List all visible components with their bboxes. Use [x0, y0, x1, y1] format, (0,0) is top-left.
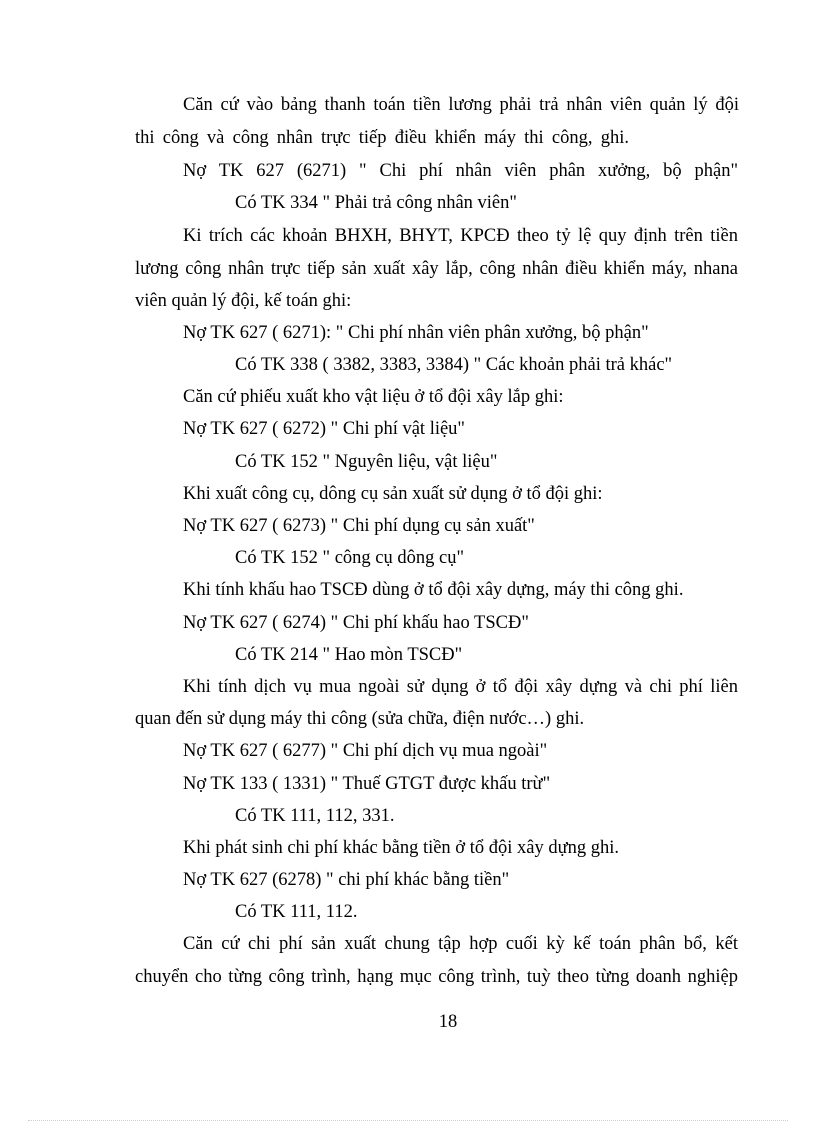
- text-line-7: viên quản lý đội, kế toán ghi:: [135, 291, 352, 311]
- text-line-12: Có TK 152 " Nguyên liệu, vật liệu": [235, 452, 498, 472]
- text-line-3: Nợ TK 627 (6271) " Chi phí nhân viên phân xưởng, bộ phận": [183, 161, 738, 181]
- text-line-10: Căn cứ phiếu xuất kho vật liệu ở tổ đội xây lắp ghi:: [183, 387, 564, 407]
- text-line-2: thi công và công nhân trực tiếp điều khiển máy thi công, ghi.: [135, 128, 629, 148]
- text-line-15: Có TK 152 " công cụ dông cụ": [235, 548, 465, 568]
- text-line-11: Nợ TK 627 ( 6272) " Chi phí vật liệu": [183, 419, 465, 439]
- text-line-1: Căn cứ vào bảng thanh toán tiền lương phải trả nhân viên quản lý đội: [183, 95, 739, 115]
- page-number: 18: [438, 1012, 458, 1032]
- text-line-28: chuyển cho từng công trình, hạng mục công trình, tuỳ theo từng doanh nghiệp: [135, 967, 738, 987]
- page-bottom-rule: [28, 1120, 788, 1121]
- text-line-20: quan đến sử dụng máy thi công (sửa chữa, điện nước…) ghi.: [135, 709, 585, 729]
- text-line-23: Có TK 111, 112, 331.: [235, 806, 395, 826]
- text-line-9: Có TK 338 ( 3382, 3383, 3384) " Các khoản phải trả khác": [235, 355, 673, 375]
- text-line-24: Khi phát sinh chi phí khác bằng tiền ở tổ đội xây dựng ghi.: [183, 838, 619, 858]
- text-line-4: Có TK 334 " Phải trả công nhân viên": [235, 193, 517, 213]
- text-line-13: Khi xuất công cụ, dông cụ sản xuất sử dụng ở tổ đội ghi:: [183, 484, 603, 504]
- text-line-21: Nợ TK 627 ( 6277) " Chi phí dịch vụ mua ngoài": [183, 741, 548, 761]
- text-line-18: Có TK 214 " Hao mòn TSCĐ": [235, 645, 463, 665]
- text-line-6: lương công nhân trực tiếp sản xuất xây lắp, công nhân điều khiển máy, nhana: [135, 259, 738, 279]
- text-line-5: Ki trích các khoản BHXH, BHYT, KPCĐ theo tỷ lệ quy định trên tiền: [183, 226, 738, 246]
- text-line-19: Khi tính dịch vụ mua ngoài sử dụng ở tổ đội xây dựng và chi phí liên: [183, 677, 738, 697]
- text-line-14: Nợ TK 627 ( 6273) " Chi phí dụng cụ sản xuất": [183, 516, 535, 536]
- text-line-25: Nợ TK 627 (6278) " chi phí khác bằng tiền": [183, 870, 510, 890]
- text-line-27: Căn cứ chi phí sản xuất chung tập hợp cuối kỳ kế toán phân bổ, kết: [183, 934, 738, 954]
- text-line-26: Có TK 111, 112.: [235, 902, 358, 922]
- text-line-17: Nợ TK 627 ( 6274) " Chi phí khấu hao TSCĐ": [183, 613, 529, 633]
- text-line-22: Nợ TK 133 ( 1331) " Thuế GTGT được khấu trừ": [183, 774, 551, 794]
- text-line-8: Nợ TK 627 ( 6271): " Chi phí nhân viên phân xưởng, bộ phận": [183, 323, 649, 343]
- text-line-16: Khi tính khấu hao TSCĐ dùng ở tổ đội xây dựng, máy thi công ghi.: [183, 580, 684, 600]
